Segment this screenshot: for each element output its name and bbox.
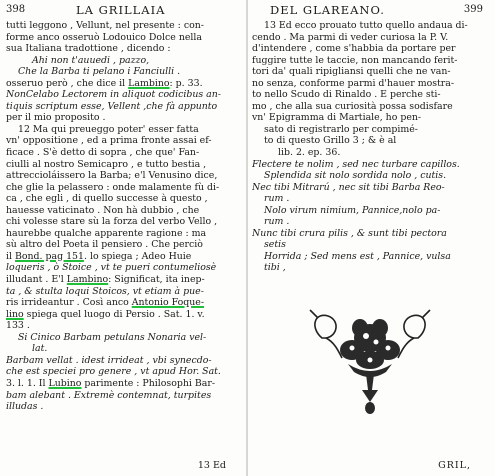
highlighted-citation: Lambino [66,274,109,286]
line-text: mo , che alla sua curiosità possa sodisfare [252,100,453,112]
line-text-after: spiega quel luogo di Persio . Sat. 1. v. [23,308,205,320]
text-line [252,101,489,113]
page-number: 398 [6,4,26,15]
text-line [6,66,242,78]
line-text: Flectere te nolim , sed nec turbare capillos. [252,158,460,170]
line-text: Splendida sit nolo sordida nolo , cutis. [264,170,447,182]
highlighted-citation: Lambino [128,77,170,89]
line-text: loqueris , ò Stoice , vt te pueri contumeliosè [6,262,217,274]
line-text: haurebbe qualche apparente ragione : ma [6,227,207,239]
text-line [6,239,242,251]
text-line [6,320,242,332]
line-text: Nunc tibi crura pilis , & sunt tibi pectora [252,227,447,239]
line-text: Si Cinico Barbam petulans Nonaria vel- [18,331,207,343]
text-line [6,193,242,205]
text-line [6,124,242,136]
line-text: tori da' quali ripigliansi quelli che ne van- [252,66,451,78]
line-text: osseruo però , che dice il [6,77,129,89]
text-line [6,251,242,263]
highlighted-citation: Antonio Foque- [131,297,205,309]
text-line [252,147,489,159]
text-line [252,159,489,171]
text-line [6,89,242,101]
text-line [6,43,242,55]
line-text-after: : p. 33. [169,77,203,89]
text-line [252,239,489,251]
text-line [6,390,242,402]
text-line [6,182,242,194]
line-text: Nec tibi Mitrarú , nec sit tibi Barba Reo- [252,181,445,193]
line-text: Barbam vellat . idest irrideat , vbi synecdo- [6,354,212,366]
line-text: chi volesse stare sù la forza del verbo Vello , [6,216,218,228]
line-text: 13 Ed ecco prouato tutto quello andaua di- [264,20,468,31]
line-text: illudant . E'l [6,274,67,286]
text-line [6,401,242,413]
text-line [252,89,489,101]
text-line [6,228,242,240]
line-text: NonCelabo Lectorem in aliquot codicibus an- [6,89,221,101]
line-text: Ahi non t'auuedi , pazzo, [32,54,150,66]
line-text: tiquis scriptum esse, Vellent ,che fà appunto [6,100,218,112]
line-text: illudas . [6,401,44,413]
left-page [0,0,246,476]
text-line [6,205,242,217]
text-line [6,216,242,228]
catchword: GRIL, [438,460,471,471]
text-line [6,159,242,171]
right-page-header [252,0,489,20]
line-text: lat. [32,343,48,355]
text-line [6,78,242,90]
line-text: che glie la pelassero : onde malamente fù di- [6,181,220,193]
text-line [252,55,489,67]
line-text: attreccioláissero la Barba; e'l Venusino dice, [6,170,218,182]
line-text: ficace . S'è detto di sopra , che que' Fan- [6,147,200,159]
running-header: LA GRILLAIA [76,3,166,17]
text-line [252,262,489,274]
text-line [252,20,489,32]
line-text: setis [264,239,286,251]
highlighted-citation: lino [6,308,24,320]
line-text-after: . lo spiega ; Adeo Huie [83,250,192,262]
text-line [6,32,242,44]
left-page-text [6,20,242,413]
text-line [6,101,242,113]
text-line [6,20,242,32]
text-line [6,262,242,274]
text-line [252,228,489,240]
line-text: tutti leggono , Vellunt, nel presente : con- [6,20,204,31]
catchword: 13 Ed [197,460,226,471]
line-text: il [6,250,15,262]
line-text: rum . [264,193,290,205]
text-line [6,366,242,378]
text-line [6,55,242,67]
right-page [248,0,495,476]
text-line [252,193,489,205]
line-text: che est speciei pro genere , vt apud Hor. Sat. [6,366,221,378]
line-text: ris irrideantur . Così anco [6,297,132,309]
text-line [6,147,242,159]
text-line [6,378,242,390]
line-text: vn' Epigramma di Martiale, ho pen- [252,112,422,124]
text-line [6,112,242,124]
line-text: Che la Barba ti pelano i Fanciulli . [18,66,181,78]
line-text: Horrida ; Sed mens est , Pannice, vulsa [264,250,451,262]
right-page-text [252,20,489,274]
line-text: no senza, conforme parmi d'hauer mostra- [252,77,455,89]
line-text: ca , che egli , di quello successe à questo , [6,193,208,205]
line-text: hauesse vaticinato . Non hà dubbio , che [6,204,200,216]
line-text: lib. 2. ep. 36. [278,147,341,159]
text-line [6,135,242,147]
text-line [252,124,489,136]
line-text: to di questo Grillo 3 ; & è al [264,135,397,147]
line-text: sua Italiana tradottione , dicendo : [6,43,171,55]
line-text: Nolo virum nimium, Pannice,nolo pa- [264,204,441,216]
line-text: 3. l. 1. Il [6,377,49,389]
highlighted-citation: Bond. pag 151 [14,250,84,262]
line-text: sù altro del Poeta il pensiero . Che perciò [6,239,203,251]
text-line [6,286,242,298]
text-line [252,182,489,194]
text-line [252,66,489,78]
line-text: ciulli al nostro Semicapro , e tutto bestia , [6,158,207,170]
line-text: tibi , [264,262,286,274]
line-text-after: : Significat, ita inep- [108,274,205,286]
running-header: DEL GLAREANO. [270,3,385,17]
text-line [252,78,489,90]
page-number: 399 [463,4,483,15]
text-line [252,32,489,44]
text-line [6,343,242,355]
text-line [252,43,489,55]
text-line [6,274,242,286]
line-text: ta , & stulta loqui Stoicos, vt etiam à pue- [6,285,204,297]
line-text: fuggire tutte le taccie, non mancando ferit- [252,54,458,66]
line-text: cendo . Ma parmi di veder curiosa la P. V. [252,31,449,43]
line-text: 12 Ma qui preueggo poter' esser fatta [18,123,199,135]
left-page-header [6,0,242,20]
text-line [252,251,489,263]
flower-basket-ornament-icon [300,298,440,418]
line-text: forme anco osseruò Lodouico Dolce nella [6,31,203,43]
line-text: rum . [264,216,290,228]
text-line [252,205,489,217]
text-line [252,135,489,147]
text-line [6,332,242,344]
highlighted-citation: Lubino [48,377,82,389]
line-text-after: parimente : Philosophi Bar- [81,377,216,389]
text-line [6,297,242,309]
text-line [252,216,489,228]
line-text: bam alebant . Extremè contemnat, turpites [6,389,212,401]
line-text: 133 . [6,320,30,332]
line-text: to nello Scudo di Rinaldo . E perche sti- [252,89,441,101]
line-text: vn' oppositione , ed a prima fronte assai ef- [6,135,212,147]
text-line [252,170,489,182]
line-text: per il mio proposito . [6,112,106,124]
text-line [6,355,242,367]
line-text: sato di registrarlo per compimé- [264,123,418,135]
text-line [6,309,242,321]
text-line [6,170,242,182]
line-text: d'intendere , come s'habbia da portare per [252,43,456,55]
text-line [252,112,489,124]
